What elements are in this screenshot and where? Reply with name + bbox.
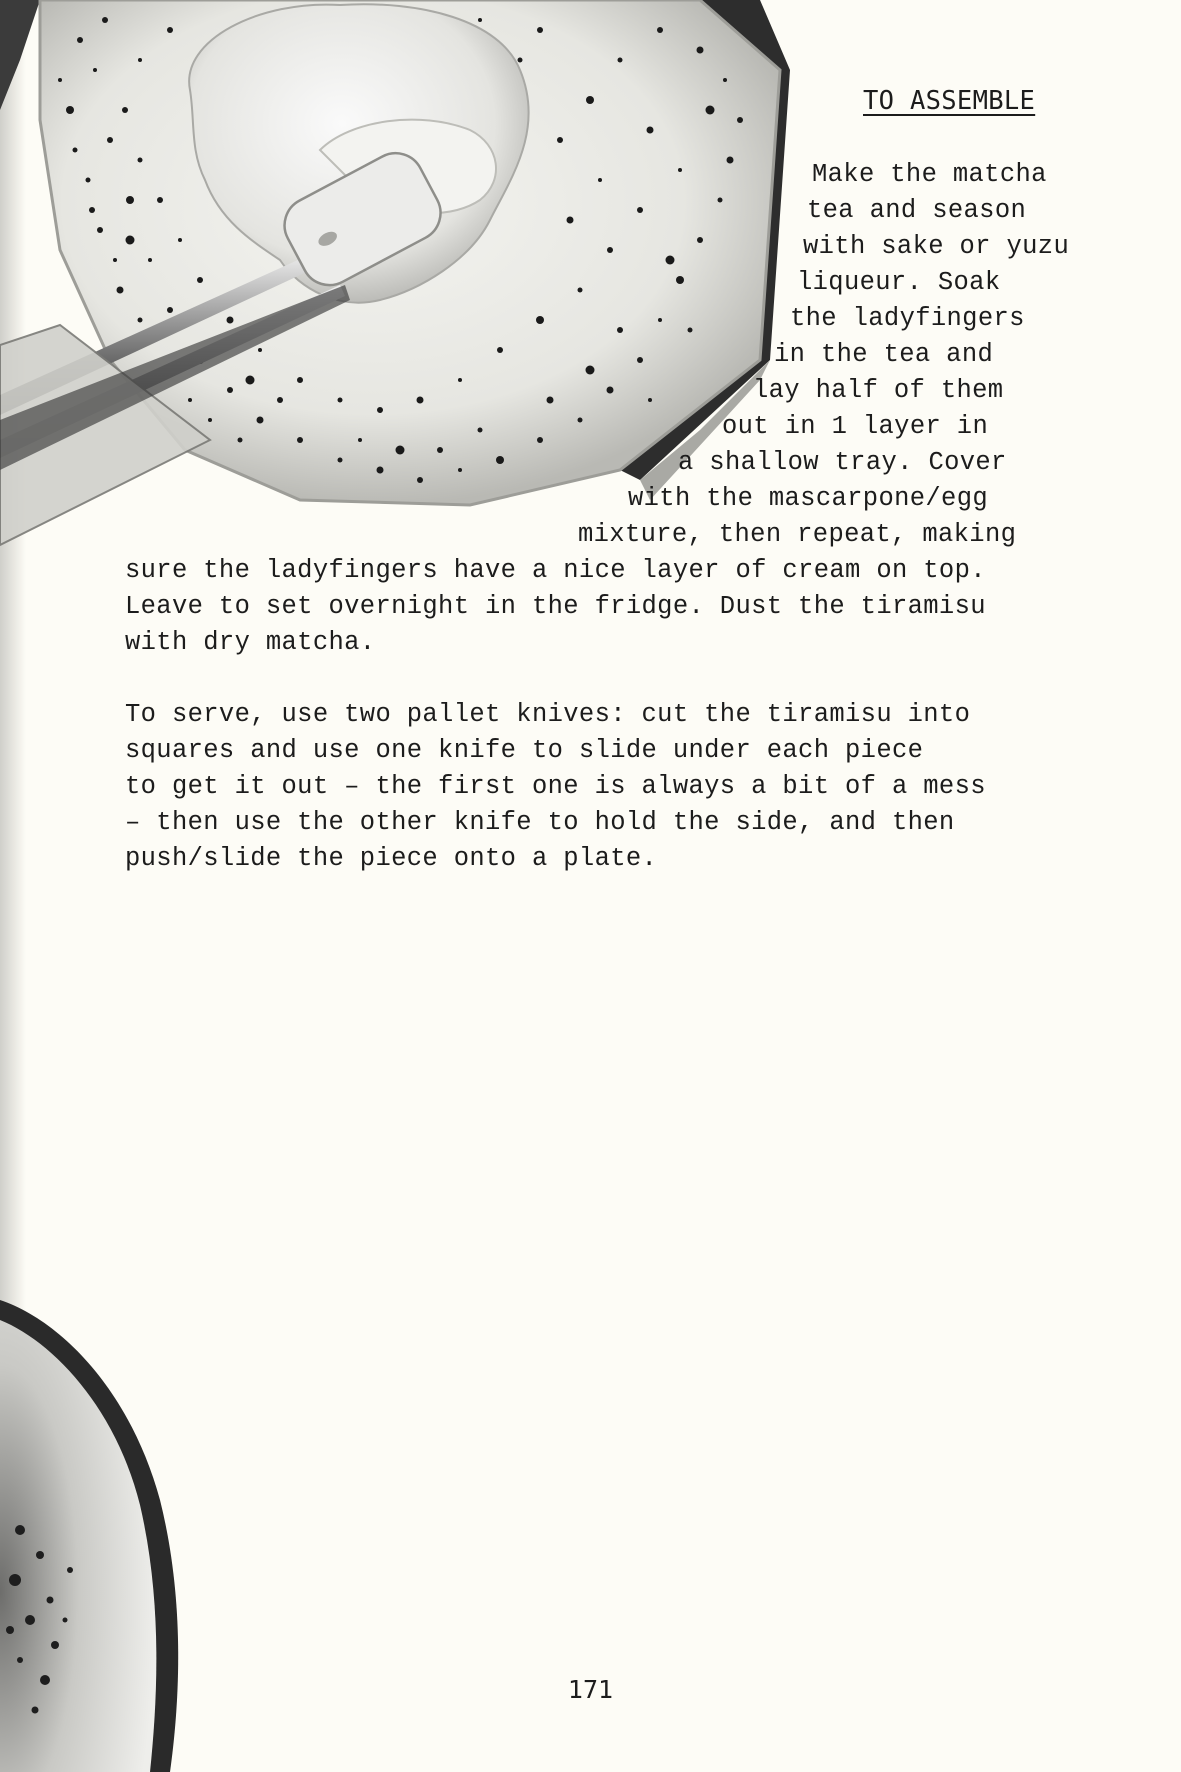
text-line: the ladyfingers: [790, 304, 1025, 333]
text-line: Leave to set overnight in the fridge. Dust the tiramisu: [125, 592, 986, 621]
text-line: with the mascarpone/egg: [628, 484, 989, 513]
text-line: squares and use one knife to slide under each piece: [125, 736, 924, 765]
page-number: 171: [567, 1675, 614, 1704]
text-line: in the tea and: [774, 340, 994, 369]
text-line: with dry matcha.: [125, 628, 376, 657]
text-line: – then use the other knife to hold the side, and then: [125, 808, 955, 837]
text-line: liqueur. Soak: [797, 268, 1001, 297]
text-line: To serve, use two pallet knives: cut the tiramisu into: [125, 700, 971, 729]
text-line: mixture, then repeat, making: [578, 520, 1017, 549]
text-line: out in 1 layer in: [722, 412, 989, 441]
text-line: to get it out – the first one is always a bit of a mess: [125, 772, 986, 801]
text-line: with sake or yuzu: [803, 232, 1070, 261]
text-line: a shallow tray. Cover: [678, 448, 1007, 477]
section-heading: TO ASSEMBLE: [863, 86, 1036, 116]
text-line: lay half of them: [753, 376, 1004, 405]
text-line: push/slide the piece onto a plate.: [125, 844, 658, 873]
text-line: Make the matcha: [812, 160, 1047, 189]
text-line: sure the ladyfingers have a nice layer of cream on top.: [125, 556, 986, 585]
text-line: tea and season: [807, 196, 1027, 225]
